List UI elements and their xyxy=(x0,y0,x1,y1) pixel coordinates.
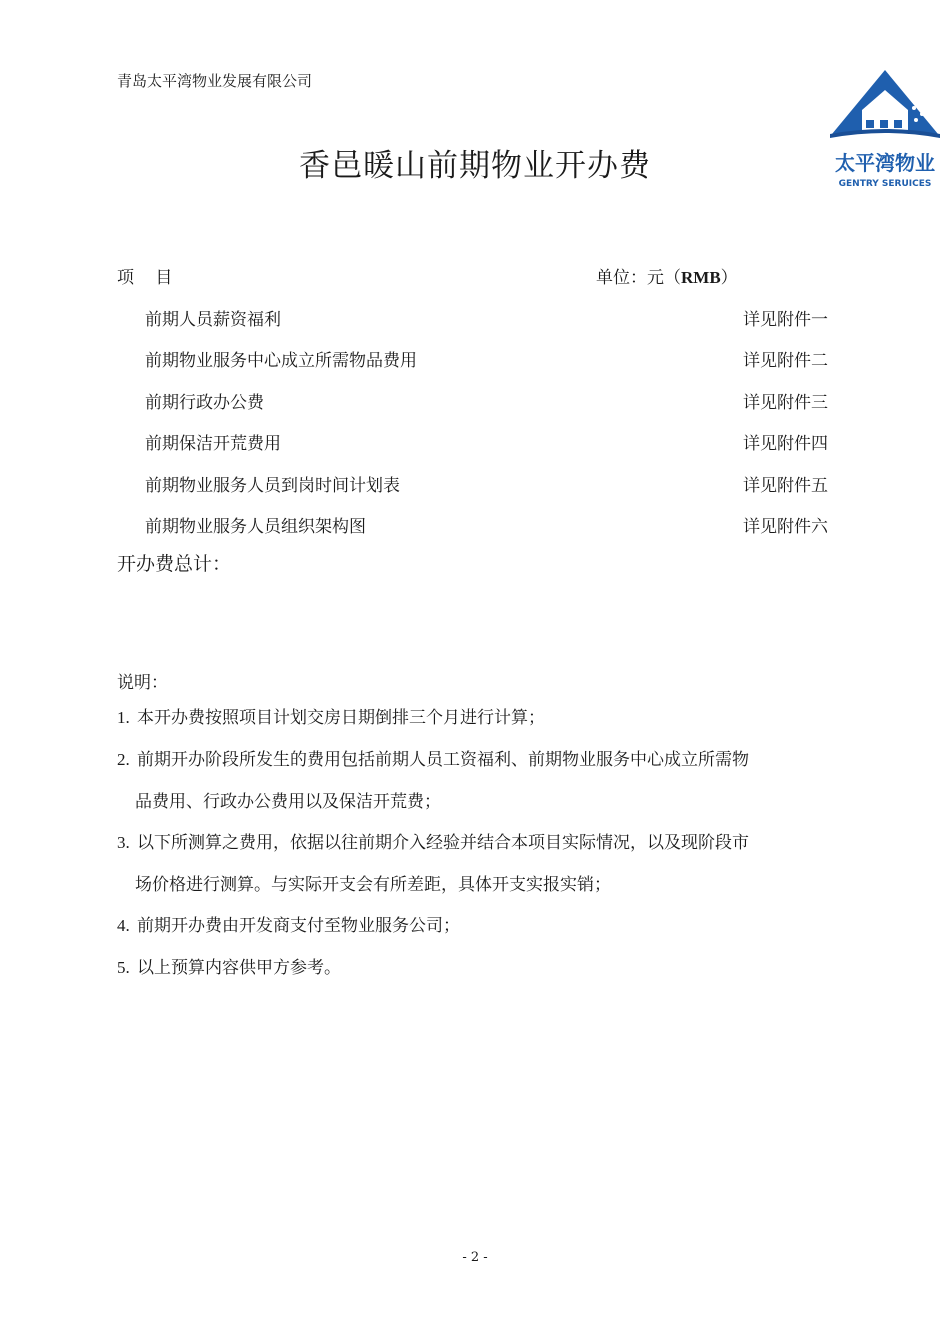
item-name: 前期物业服务人员组织架构图 xyxy=(145,517,366,537)
item-name: 前期保洁开荒费用 xyxy=(145,434,281,454)
item-reference: 详见附件四 xyxy=(743,434,828,454)
list-item xyxy=(145,388,828,418)
note-number: 1. xyxy=(117,708,130,727)
logo-text: 太平湾物业 xyxy=(835,151,935,175)
item-reference: 详见附件三 xyxy=(743,393,828,413)
list-item xyxy=(145,429,828,459)
column-header-item: 项 目 xyxy=(117,268,181,288)
unit-suffix: ） xyxy=(720,268,738,288)
list-item xyxy=(145,471,828,501)
note-line: 前期开办费由开发商支付至物业服务公司； xyxy=(137,916,460,936)
note-number: 4. xyxy=(117,916,130,935)
notes-title: 说明： xyxy=(117,673,168,693)
note-number: 2. xyxy=(117,750,130,769)
company-name: 青岛太平湾物业发展有限公司 xyxy=(117,72,313,90)
item-reference: 详见附件一 xyxy=(743,310,828,330)
list-item xyxy=(145,512,828,542)
item-reference: 详见附件六 xyxy=(743,517,828,537)
item-name: 前期物业服务人员到岗时间计划表 xyxy=(145,476,400,496)
note-line: 以下所测算之费用，依据以往前期介入经验并结合本项目实际情况，以及现阶段市 xyxy=(137,833,749,853)
note-continuation: 品费用、行政办公费用以及保洁开荒费； xyxy=(135,792,441,812)
unit-code: RMB xyxy=(681,268,721,287)
item-reference: 详见附件二 xyxy=(743,351,828,371)
unit-prefix: 单位：元（ xyxy=(596,268,681,288)
note-number: 5. xyxy=(117,958,130,977)
note-item xyxy=(117,905,837,947)
item-name: 前期行政办公费 xyxy=(145,393,264,413)
note-number: 3. xyxy=(117,833,130,852)
logo-subtext: GENTRY SERUICES xyxy=(838,179,932,189)
list-item xyxy=(145,346,828,376)
list-item xyxy=(145,305,828,335)
note-continuation: 场价格进行测算。与实际开支会有所差距，具体开支实报实销； xyxy=(135,875,611,895)
item-reference: 详见附件五 xyxy=(743,476,828,496)
column-header-unit xyxy=(596,263,738,288)
note-item xyxy=(117,947,837,989)
note-line: 前期开办阶段所发生的费用包括前期人员工资福利、前期物业服务中心成立所需物 xyxy=(137,750,749,770)
note-line: 本开办费按照项目计划交房日期倒排三个月进行计算； xyxy=(137,708,545,728)
note-line: 以上预算内容供甲方参考。 xyxy=(137,958,341,978)
item-name: 前期物业服务中心成立所需物品费用 xyxy=(145,351,417,371)
total-label: 开办费总计： xyxy=(117,553,232,575)
note-item xyxy=(117,697,837,739)
page-number: - 2 - xyxy=(462,1250,488,1265)
note-item xyxy=(117,822,837,906)
note-item xyxy=(117,739,837,823)
document-title: 香邑暖山前期物业开办费 xyxy=(299,148,651,184)
item-name: 前期人员薪资福利 xyxy=(145,310,281,330)
